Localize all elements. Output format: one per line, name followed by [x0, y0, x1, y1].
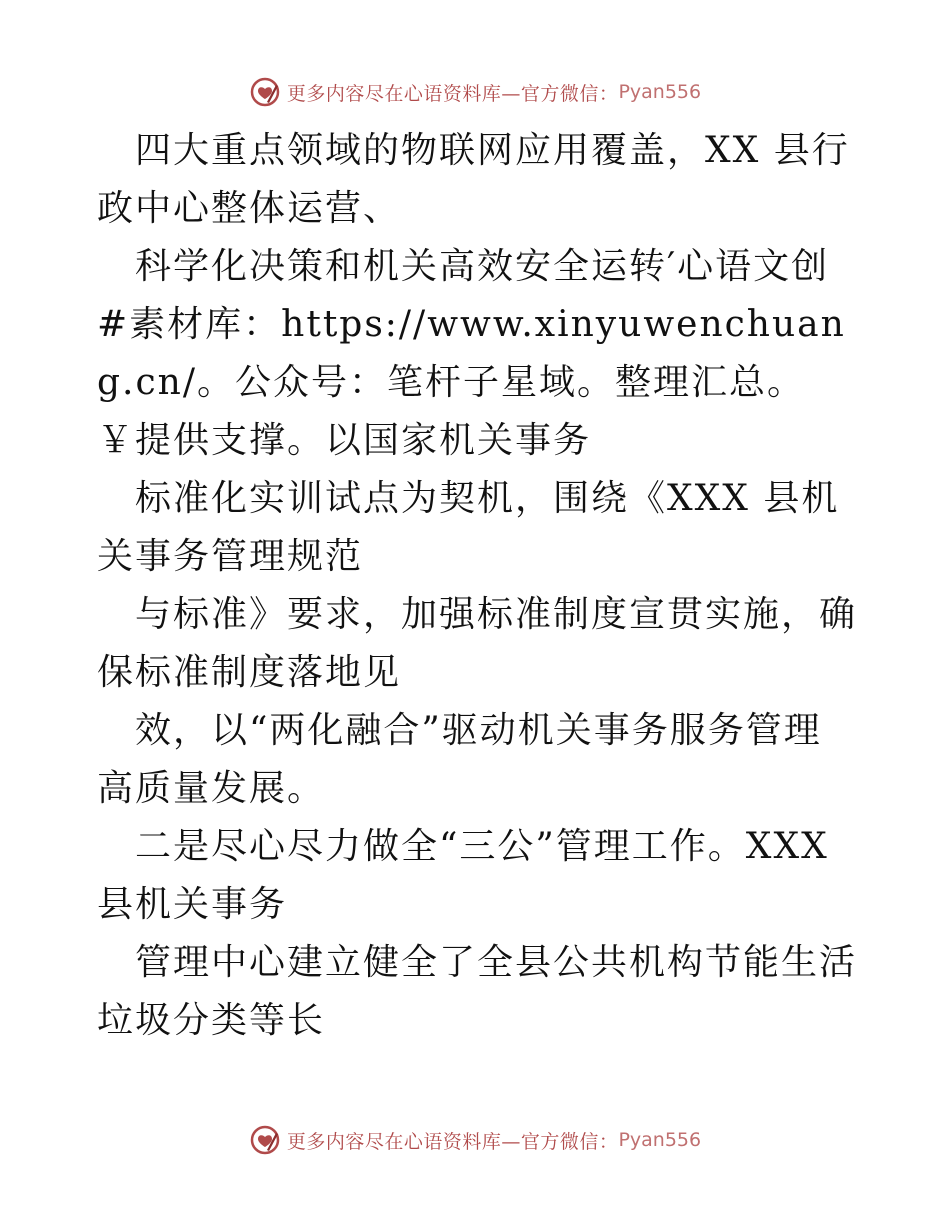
body-text: [97, 122, 857, 1050]
heart-pen-logo-icon: [249, 76, 281, 108]
paragraph: 效，以“两化融合”驱动机关事务服务管理高质量发展。: [97, 710, 822, 809]
header-wechat-id: Pyan556: [618, 81, 702, 103]
paragraph: 科学化决策和机关高效安全运转′心语文创#素材库：https://www.xinyuwenchuang.cn/。公众号：笔杆子星域。整理汇总。￥提供支撑。以国家机关事务: [97, 246, 846, 461]
paragraph: 标准化实训试点为契机，围绕《XXX 县机关事务管理规范: [97, 478, 840, 577]
paragraph: 管理中心建立健全了全县公共机构节能生活垃圾分类等长: [97, 942, 858, 1041]
footer-banner: [0, 1120, 950, 1160]
heart-pen-logo-icon: [249, 1124, 281, 1156]
paragraph: 与标准》要求，加强标准制度宣贯实施，确保标准制度落地见: [97, 594, 858, 693]
footer-site-text: 更多内容尽在心语资料库—: [286, 1130, 521, 1153]
header-site-text: 更多内容尽在心语资料库—: [286, 82, 521, 105]
footer-wechat-id: Pyan556: [618, 1129, 702, 1151]
paragraph: 四大重点领域的物联网应用覆盖，XX 县行政中心整体运营、: [97, 130, 850, 229]
footer-wechat-label: 官方微信：: [520, 1130, 619, 1153]
header-banner: [0, 72, 950, 112]
paragraph: 二是尽心尽力做全“三公”管理工作。XXX 县机关事务: [97, 826, 829, 925]
header-wechat-label: 官方微信：: [520, 82, 619, 105]
